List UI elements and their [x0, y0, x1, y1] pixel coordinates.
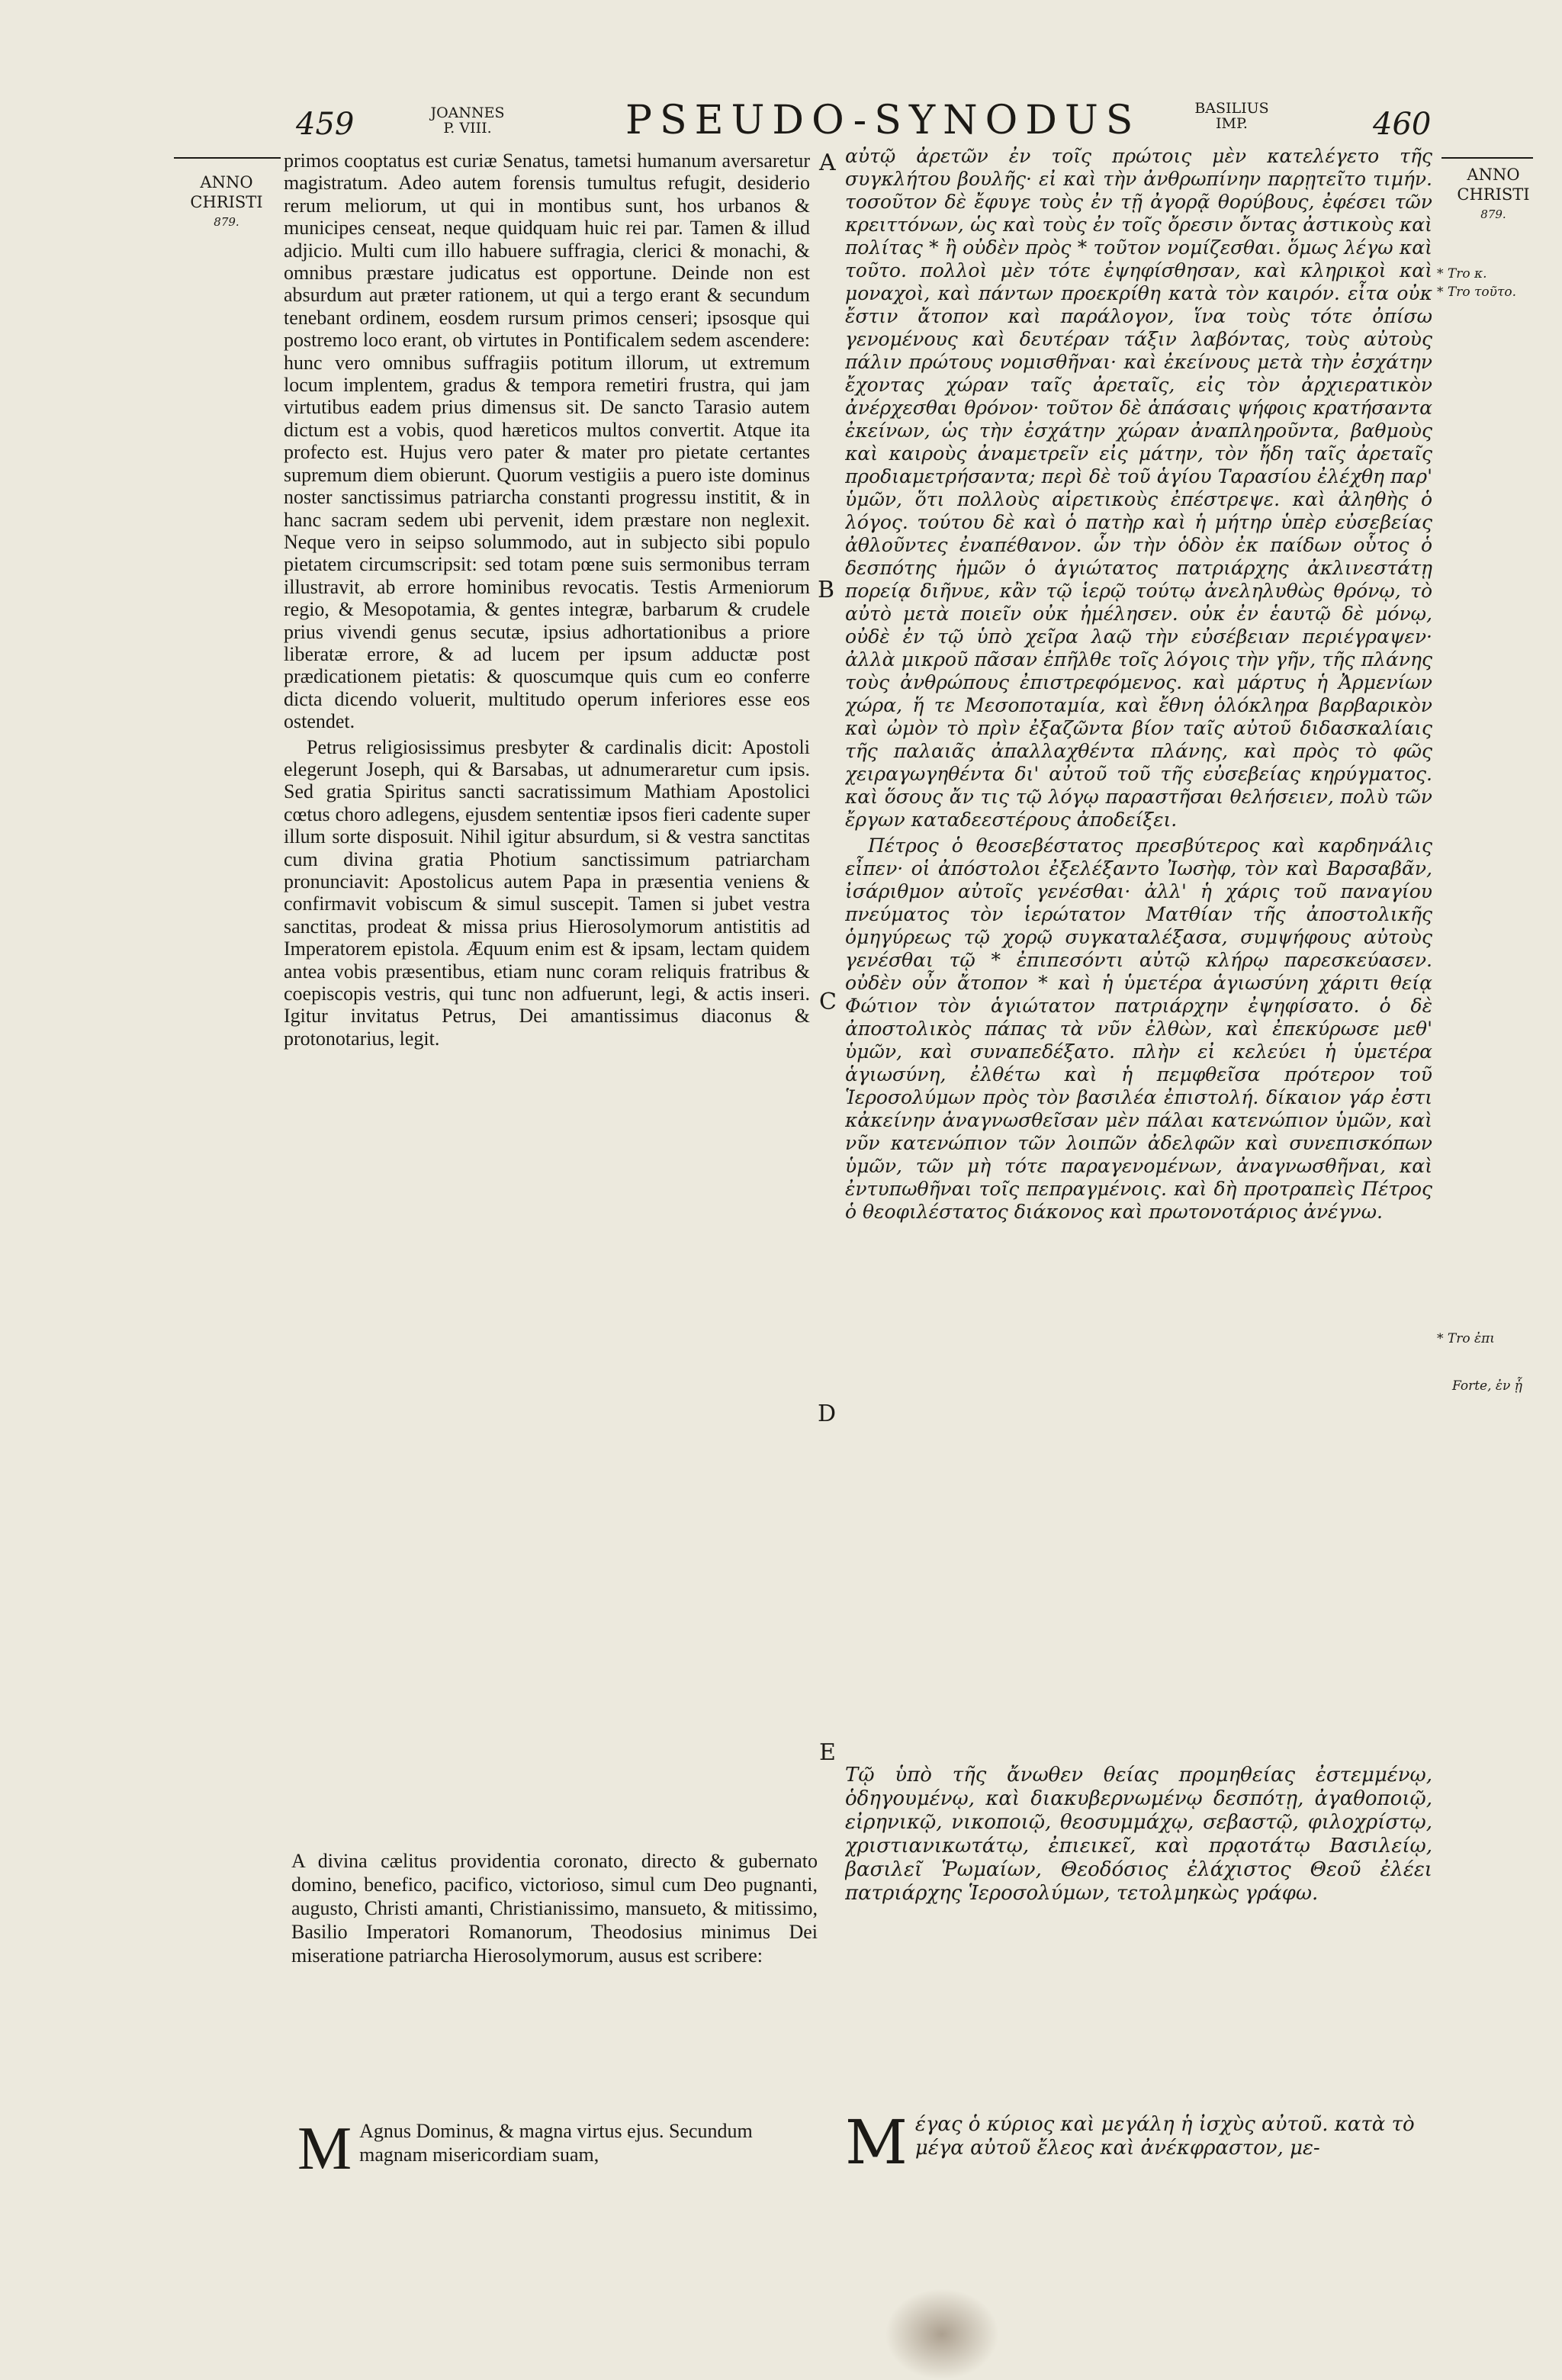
margin-marker-b: B — [818, 577, 835, 603]
greek-salutation: Τῷ ὑπὸ τῆς ἄνωθεν θείας προμηθείας ἐστεμμένῳ, ὁδηγουμένῳ, καὶ διακυβερνωμένῳ δεσπότῃ, ἀγαθοποιῷ, εἰρηνικῷ, νικοποιῷ, θεοσυμμάχῳ, σεβαστῷ, φιλοχρίστῳ, χριστιανικωτάτῳ, ἐπιεικεῖ, καὶ πρᾳοτάτῳ Βασιλείῳ, βασιλεῖ Ῥωμαίων, Θεοδόσιος ἐλάχιστος Θεοῦ ἐλέει πατριάρχης Ἱεροσολύμων, τετολμηκὼς γράφω. — [845, 1764, 1432, 1905]
running-head-left-line-1: JOANNES — [430, 105, 505, 121]
greek-closing — [845, 2113, 1432, 2220]
running-head-right-line-1: BASILIUS — [1194, 100, 1269, 117]
greek-closing-text: έγας ὁ κύριος καὶ μεγάλη ἡ ἰσχὺς αὐτοῦ. κατὰ τὸ μέγα αὐτοῦ ἔλεος καὶ ἀνέκφραστον, με- — [914, 2113, 1415, 2160]
margin-marker-e: E — [819, 1739, 836, 1766]
side-note-3 — [1437, 1330, 1495, 1347]
anno-christi-right — [1440, 165, 1547, 224]
latin-paragraph-2: Petrus religiosissimus presbyter & cardinalis dicit: Apostoli elegerunt Joseph, qui & Barsabas, ut adnumeraretur cum ipsis. Sed gratia Spiritus sancti sacratissimum Mathiam Apostolici cœtus choro adlegens, ejusdem sententiæ ipsos fieri cadente super illum sorte disposuit. Nihil igitur absurdum, si & vestra sanctitas cum divina gratia Photium sanctissimum patriarcham pronunciavit: Apostolicus autem Papa in præsentia veniens & confirmavit vobiscum & simul suscepit. Tamen si jubet vestra sanctitas, prodeat & missa prius Hierosolymorum antistitis ad Imperatorem epistola. Æquum enim est & ipsam, lectam quidem antea vobis præsentibus, etiam nunc coram reliquis fratribus & coepiscopis vestris, qui tunc non adfuerunt, legi, & actis inseri. Igitur invitatus Petrus, Dei amantissimus diaconus & protonotarius, legit. — [284, 735, 810, 1050]
margin-marker-a: A — [819, 150, 836, 176]
side-note-4 — [1452, 1378, 1522, 1394]
anno-right-line-3: 879. — [1480, 207, 1506, 221]
running-head-right-line-2: IMP. — [1216, 115, 1248, 132]
running-head-left — [418, 105, 517, 136]
side-note-2-mark: * — [1437, 285, 1444, 300]
side-note-1-text: Tro κ. — [1447, 266, 1487, 281]
header-rule-left — [174, 157, 281, 159]
latin-column — [284, 150, 810, 1744]
anno-left-line-1: ANNO — [200, 173, 253, 191]
anno-right-line-2: CHRISTI — [1457, 185, 1530, 204]
latin-salutation: A divina cælitus providentia coronato, directo & gubernato domino, benefico, pacifico, victorioso, simul cum Deo pugnanti, augusto, Christi amanti, Christianissimo, mansueto, & mitissimo, Basilio Imperatori Romanorum, Theodosius minimus Dei miseratione patriarcha Hierosolymorum, ausus est scribere: — [291, 1850, 818, 1967]
side-note-4-text: Forte, ἐν ᾗ — [1452, 1378, 1522, 1394]
anno-christi-left — [169, 172, 284, 232]
latin-paragraph-1: primos cooptatus est curiæ Senatus, tametsi humanum aversaretur magistratum. Adeo autem forensis tumultus refugit, desiderio rerum meliorum, ut qui in montibus sunt, hos urbanos & municipes censeat, neque quidquam huic rei par. Tamen & illud adjicio. Multi cum illo habuere suffragia, clerici & monachi, & omnibus præstare judicatus est opportune. Deinde non est absurdum aut præter rationem, ut qui a tergo erant & secundum tenebant ordinem, eosdem rursum primos censeri; ipsosque qui postremo loco erant, ob virtutes in Pontificalem sedem ascendere: hunc vero omnibus suffragiis potitum illorum, ut extremum locum implentem, gradus & tempora remetiri frustra, qui jam virtutibus eadem prius dimensus sit. De sancto Tarasio autem dictum est a vobis, quod hæreticos multos convertit. Atque ita profecto est. Hujus vero pater & mater pro pietate certantes supremum diem obierunt. Quorum vestigiis a puero iste dominus noster sanctissimus patriarcha constanti progressu institit, & in hanc sacram sedem ubi pervenit, idem præstare non neglexit. Neque vero in seipso solummodo, aut in subjecto sibi populo pietatem circumscripsit: sed totam pœne suis sermonibus terram illustravit, ab errore hominibus revocatis. Testis Armeniorum regio, & Mesopotamia, & gentes integræ, barbarum & crudele prius vivendi genus secutæ, ipsius adhortationibus a priore liberatæ errore, & ad lucem per ipsum adductæ post prædicationem pietatis: & quoscumque quis cum eo conferre dicta dicendo voluerit, multitudo operum inferiores esse eos ostendet. — [284, 150, 810, 733]
side-note-2-text: Tro τοῦτο. — [1447, 285, 1517, 300]
anno-left-line-2: CHRISTI — [190, 193, 263, 211]
header-rule-right — [1441, 157, 1533, 159]
side-note-1-mark: * — [1437, 266, 1444, 281]
margin-marker-c: C — [819, 989, 837, 1015]
side-note-2 — [1437, 284, 1516, 301]
side-note-3-mark: * — [1437, 1331, 1444, 1346]
greek-paragraph-2: Πέτρος ὁ θεοσεβέστατος πρεσβύτερος καὶ καρδηνάλις εἶπεν· οἱ ἀπόστολοι ἐξελέξαντο Ἰωσὴφ, τὸν καὶ Βαρσαβᾶν, ἰσάριθμον αὐτοῖς γενέσθαι· ἀλλ' ἡ χάρις τοῦ παναγίου πνεύματος τὸν ἱερώτατον Ματθίαν τῆς ἀποστολικῆς ὁμηγύρεως τῷ χορῷ συγκαταλέξασα, συμψήφους αὐτοὺς γενέσθαι τῷ * ἐπιπεσόντι αὐτῷ κλήρῳ παρεσκεύασεν. οὐδὲν οὖν ἄτοπον * καὶ ἡ ὑμετέρα ἁγιωσύνη χάριτι θείᾳ Φώτιον τὸν ἁγιώτατον πατριάρχην ἐψηφίσατο. ὁ δὲ ἀποστολικὸς πάπας τὰ νῦν ἐλθὼν, καὶ ἐπεκύρωσε μεθ' ὑμῶν, καὶ συναπεδέξατο. πλὴν εἰ κελεύει ἡ ὑμετέρα ἁγιωσύνη, ἐλθέτω καὶ ἡ πεμφθεῖσα πρότερον τοῦ Ἱεροσολύμων πρὸς τὸν βασιλέα ἐπιστολή. δίκαιον γάρ ἐστι κἀκείνην ἀναγνωσθεῖσαν μὲν πάλαι κατενώπιον ὑμῶν, καὶ νῦν κατενώπιον τῶν λοιπῶν ἀδελφῶν καὶ συνεπισκόπων ὑμῶν, τῶν μὴ τότε παραγενομένων, ἀναγνωσθῆναι, καὶ ἐντυπωθῆναι τοῖς πεπραγμένοις. καὶ δὴ προτραπεὶς Πέτρος ὁ θεοφιλέστατος διάκονος καὶ πρωτονοτάριος ἀνέγνω. — [845, 835, 1432, 1223]
latin-closing — [297, 2119, 816, 2218]
page-title: PSEUDO-SYNODUS — [625, 98, 1141, 143]
running-head-left-line-2: P. VIII. — [443, 120, 492, 137]
thumb-shadow — [885, 2288, 999, 2380]
greek-dropcap: M — [845, 2113, 908, 2178]
margin-marker-d: D — [818, 1401, 837, 1427]
page-number-right: 460 — [1373, 107, 1432, 142]
anno-right-line-1: ANNO — [1467, 166, 1520, 184]
greek-paragraph-1: αὐτῷ ἀρετῶν ἐν τοῖς πρώτοις μὲν κατελέγετο τῆς συγκλήτου βουλῆς· εἰ καὶ τὴν ἀνθρωπίνην παρῃτεῖτο τιμήν. τοσοῦτον δὲ ἔφυγε τοὺς ἐν τῇ ἀγορᾷ θορύβους, ἐφέσει τῶν κρειττόνων, ὡς καὶ τοὺς ἐν τοῖς ὄρεσιν ὄντας ἀστικοὺς καὶ πολίτας * ἢ οὐδὲν πρὸς * τοῦτον νομίζεσθαι. ὅμως λέγω καὶ τοῦτο. πολλοὶ μὲν τότε ἐψηφίσθησαν, καὶ κληρικοὶ καὶ μοναχοὶ, καὶ πάντων προεκρίθη κατὰ τὸν καιρόν. εἶτα οὐκ ἔστιν ἄτοπον καὶ παράλογον, ἵνα τοὺς τότε ὀπίσω γενομένους καὶ δευτέραν τάξιν λαβόντας, τοὺς αὐτοὺς πάλιν πρώτους νομισθῆναι· καὶ ἐκείνους μετὰ τὴν ἐσχάτην ἔχοντας χώραν ταῖς ἀρεταῖς, εἰς τὸν ἀρχιερατικὸν ἀνέρχεσθαι θρόνον· τοῦτον δὲ ἁπάσαις ψήφοις κρατήσαντα ἐκείνων, ὡς τὴν ἐσχάτην χώραν ἀναπληροῦντα, βαθμοὺς καὶ καιροὺς ἀναμετρεῖν εἰς μάτην, τὸν ἤδη ταῖς ἀρεταῖς προδιαμετρήσαντα; περὶ δὲ τοῦ ἁγίου Ταρασίου ἐλέχθη παρ' ὑμῶν, ὅτι πολλοὺς αἱρετικοὺς ἐπέστρεψε. καὶ ἀληθὴς ὁ λόγος. τούτου δὲ καὶ ὁ πατὴρ καὶ ἡ μήτηρ ὑπὲρ εὐσεβείας ἀθλοῦντες ἐναπέθανον. ὧν τὴν ὁδὸν ἐκ παίδων οὗτος ὁ δεσπότης ἡμῶν ὁ ἁγιώτατος πατριάρχης ἀκλινεστάτῃ πορείᾳ διῆνυε, κἂν τῷ ἱερῷ τούτῳ ἀνεληλυθὼς θρόνῳ, τὸ αὐτὸ μετὰ ποιεῖν οὐκ ἠμέλησεν. οὐκ ἐν ἑαυτῷ δὲ μόνῳ, οὐδὲ ἐν τῷ ὑπὸ χεῖρα λαῷ τὴν εὐσέβειαν περιέγραψεν· ἀλλὰ μικροῦ πᾶσαν ἐπῆλθε τοῖς λόγοις τὴν γῆν, τῆς πλάνης τοὺς ἀνθρώπους ἐπιστρεφόμενος. καὶ μάρτυς ἡ Ἀρμενίων χώρα, ἥ τε Μεσοποταμία, καὶ ἔθνη ὁλόκληρα βαρβαρικὸν καὶ ὠμὸν τὸ πρὶν ἐξαζῶντα βίον ταῖς αὐτοῦ διδασκαλίαις τῆς παλαιᾶς ἀπαλλαχθέντα πλάνης, καὶ πρὸς τὸ φῶς χειραγωγηθέντα δι' αὐτοῦ τοῦ τῆς εὐσεβείας κηρύγματος. καὶ ὅσους ἄν τις τῷ λόγῳ παραστῆσαι θελήσειεν, πολὺ τῶν ἔργων καταδεεστέρους ἀποδείξει. — [845, 145, 1432, 831]
side-note-3-text: Tro ἐπι — [1447, 1331, 1495, 1346]
anno-left-line-3: 879. — [214, 215, 239, 229]
latin-dropcap: M — [297, 2119, 352, 2182]
side-note-1 — [1437, 265, 1487, 282]
greek-column — [845, 145, 1432, 1732]
running-head-right — [1182, 101, 1281, 131]
latin-closing-text: Agnus Dominus, & magna virtus ejus. Secundum magnam misericordiam suam, — [359, 2120, 753, 2166]
page-number-left: 459 — [296, 107, 355, 142]
